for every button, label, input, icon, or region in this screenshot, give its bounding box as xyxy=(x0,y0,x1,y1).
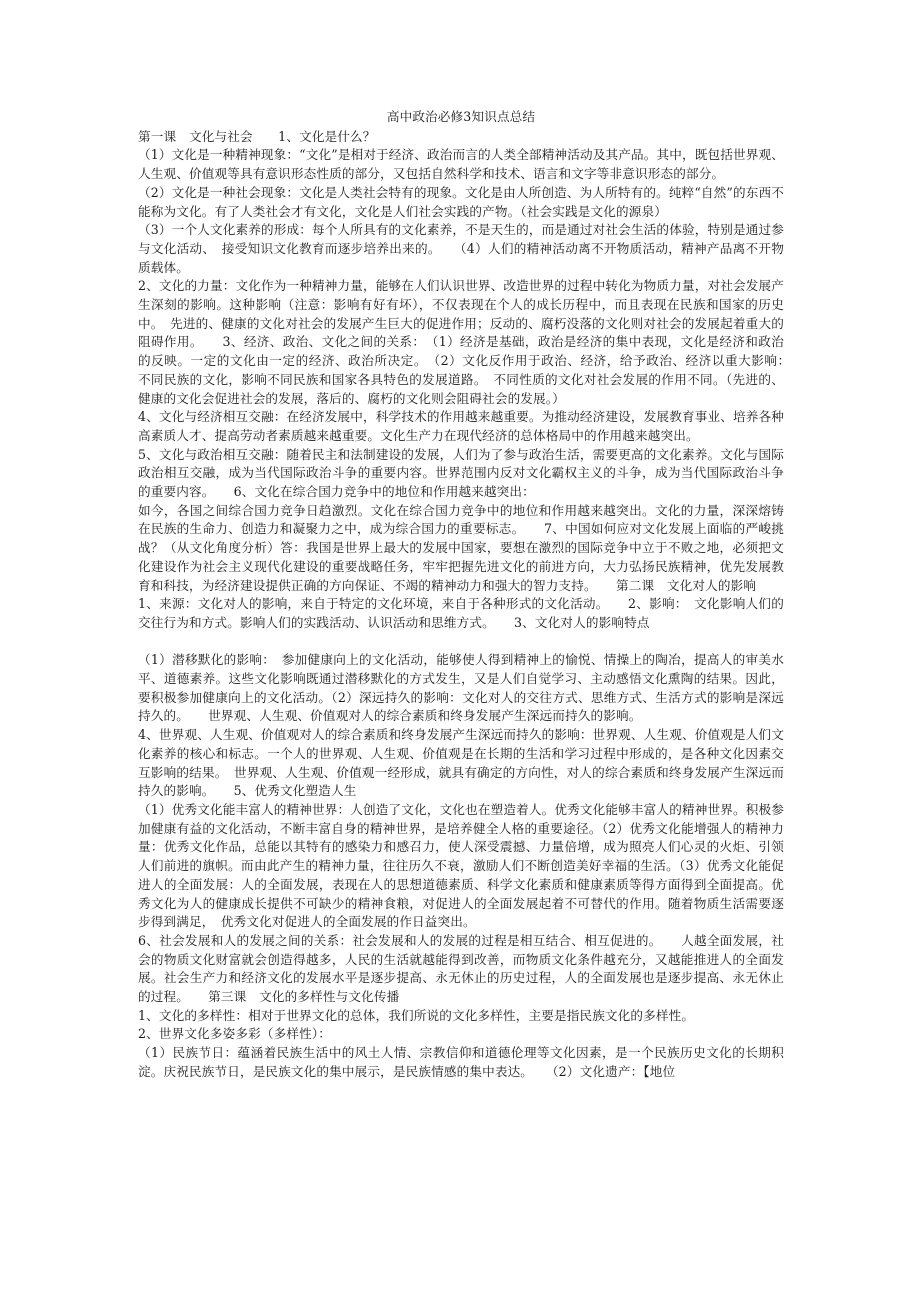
paragraph: （1）潜移默化的影响： 参加健康向上的文化活动，能够使人得到精神上的愉悦、情操上的陶冶，提高人的审美水平、道德素养。这些文化影响既通过潜移默化的方式发生，又是人们自觉学习、主动感悟文化熏陶的结果。因此，要积极参加健康向上的文化活动。（2）深远持久的影响：文化对人的交往方式、思维方式、生活方式的影响是深远持久的。 世界观、人生观、价值观对人的综合素质和终身发展产生深远而持久的影响。 xyxy=(138,652,784,724)
paragraph: 4、文化与经济相互交融：在经济发展中，科学技术的作用越来越重要。为推动经济建设，发展教育事业、培养各种高素质人才、提高劳动者素质越来越重要。文化生产力在现代经济的总体格局中的作用越来越突出。 xyxy=(138,409,784,443)
paragraph: 1、文化的多样性：相对于世界文化的总体，我们所说的文化多样性，主要是指民族文化的多样性。 xyxy=(138,1007,695,1023)
paragraph: 1、来源：文化对人的影响，来自于特定的文化环境，来自于各种形式的文化活动。 2、影响： 文化影响人们的交往行为和方式。影响人们的实践活动、认识活动和思维方式。 3、文化对人的影响特点 xyxy=(138,596,784,630)
paragraph: （1）优秀文化能丰富人的精神世界：人创造了文化，文化也在塑造着人。优秀文化能够丰富人的精神世界。积极参加健康有益的文化活动，不断丰富自身的精神世界，是培养健全人格的重要途径。（2）优秀文化能增强人的精神力量：优秀文化作品，总能以其特有的感染力和感召力，使人深受震撼、力量倍增，成为照亮人们心灵的火炬、引领人们前进的旗帜。而由此产生的精神力量，往往历久不衰，激励人们不断创造美好幸福的生活。（3）优秀文化能促进人的全面发展：人的全面发展，表现在人的思想道德素质、科学文化素质和健康素质等得方面得到全面提高。优秀文化为人的健康成长提供不可缺少的精神食粮，对促进人的全面发展起着不可替代的作用。随着物质生活需要逐步得到满足， 优秀文化对促进人的全面发展的作日益突出。 xyxy=(138,802,784,930)
paragraph: 4、世界观、人生观、价值观对人的综合素质和终身发展产生深远而持久的影响：世界观、人生观、价值观是人们文化素养的核心和标志。一个人的世界观、人生观、价值观是在长期的生活和学习过程中形成的，是各种文化因素交互影响的结果。 世界观、人生观、价值观一经形成，就具有确定的方向性，对人的综合素质和终身发展产生深远而持久的影响。 5、优秀文化塑造人生 xyxy=(138,727,784,799)
blank-line xyxy=(138,633,784,652)
document-title: 高中政治必修3知识点总结 xyxy=(386,109,536,124)
document-page xyxy=(138,108,797,1082)
paragraph: 5、文化与政治相互交融：随着民主和法制建设的发展，人们为了参与政治生活，需要更高的文化素养。文化与国际政治相互交融，成为当代国际政治斗争的重要内容。世界范围内反对文化霸权主义的斗争，成为当代国际政治斗争的重要内容。 6、文化在综合国力竞争中的地位和作用越来越突出： xyxy=(138,446,784,500)
paragraph: （3）一个人文化素养的形成：每个人所具有的文化素养，不是天生的，而是通过对社会生活的体验，特别是通过参与文化活动、 接受知识文化教育而逐步培养出来的。 （4）人们的精神活动离不开物质活动，精神产品离不开物质载体。 xyxy=(138,222,784,275)
paragraph: 如今，各国之间综合国力竞争日趋激烈。文化在综合国力竞争中的地位和作用越来越突出。文化的力量，深深熔铸在民族的生命力、创造力和凝聚力之中，成为综合国力的重要标志。 7、中国如何应对文化发展上面临的严峻挑战？（从文化角度分析）答：我国是世界上最大的发展中国家，要想在激烈的国际竞争中立于不败之地，必须把文化建设作为社会主义现代化建设的重要战略任务，牢牢把握先进文化的前进方向，大力弘扬民族精神，优先发展教育和科技，为经济建设提供正确的方向保证、不竭的精神动力和强大的智力支持。 第二课 文化对人的影响 xyxy=(138,502,784,593)
paragraph: （1）文化是一种精神现象：“文化”是相对于经济、政治而言的人类全部精神活动及其产品。其中，既包括世界观、人生观、价值观等具有意识形态性质的部分，又包括自然科学和技术、语言和文字等非意识形态的部分。 xyxy=(138,147,784,182)
paragraph: 6、社会发展和人的发展之间的关系：社会发展和人的发展的过程是相互结合、相互促进的。 人越全面发展，社会的物质文化财富就会创造得越多，人民的生活就越能得到改善，而物质文化条件越充分，又越能推进人的全面发展。社会生产力和经济文化的发展水平是逐步提高、永无休止的历史过程，人的全面发展也是逐步提高、永无休止的过程。 第三课 文化的多样性与文化传播 xyxy=(138,932,784,1005)
paragraph: 第一课 文化与社会 1、文化是什么？ xyxy=(138,128,376,144)
paragraph: 2、文化的力量：文化作为一种精神力量，能够在人们认识世界、改造世界的过程中转化为物质力量，对社会发展产生深刻的影响。这种影响（注意：影响有好有坏），不仅表现在个人的成长历程中，而且表现在民族和国家的历史中。 先进的、健康的文化对社会的发展产生巨大的促进作用；反动的、腐朽没落的文化则对社会的发展起着重大的阻碍作用。 3、经济、政治、文化之间的关系： （1）经济是基础，政治是经济的集中表现，文化是经济和政治的反映。一定的文化由一定的经济、政治所决定。 （2）文化反作用于政治、经济，给予政治、经济以重大影响： 不同民族的文化，影响不同民族和国家各具特色的发展道路。 不同性质的文化对社会发展的作用不同。（先进的、健康的文化会促进社会的发展，落后的、腐朽的文化则会阻碍社会的发展。） xyxy=(138,278,797,406)
paragraph: （1）民族节日：蕴涵着民族生活中的风土人情、宗教信仰和道德伦理等文化因素，是一个民族历史文化的长期积淀。庆祝民族节日，是民族文化的集中展示，是民族情感的集中表达。 （2）文化遗产：【地位 xyxy=(138,1045,784,1079)
paragraph: 2、世界文化多姿多彩（多样性）： xyxy=(138,1026,332,1042)
paragraph: （2）文化是一种社会现象：文化是人类社会特有的现象。文化是由人所创造、为人所特有的。纯粹“自然”的东西不能称为文化。有了人类社会才有文化，文化是人们社会实践的产物。（社会实践是文化的源泉） xyxy=(138,184,784,219)
